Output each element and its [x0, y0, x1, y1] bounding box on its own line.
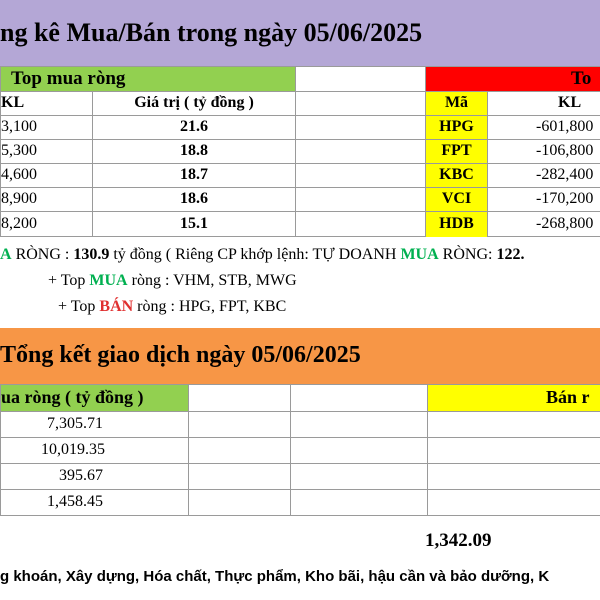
- sell-kl-cell: -601,800: [487, 115, 600, 139]
- summary-sell-header: Bán r: [427, 384, 600, 411]
- sell-kl-cell: -170,200: [487, 187, 600, 211]
- summary-table: [0, 384, 600, 515]
- summary-buy-header: ua ròng ( tỷ đồng ): [0, 384, 188, 411]
- spacer-cell: [427, 437, 600, 463]
- sell-ticker-cell: FPT: [425, 139, 487, 163]
- spacer-cell: [290, 411, 427, 437]
- top-sell-tickers-line: + Top BÁN ròng : HPG, FPT, KBC: [58, 298, 287, 315]
- buy-kl-cell: 3,100: [0, 115, 92, 139]
- buy-value-cell: 15.1: [92, 211, 295, 237]
- header-spacer: [295, 66, 425, 91]
- buy-kl-cell: 5,300: [0, 139, 92, 163]
- buy-kl-cell: 8,900: [0, 187, 92, 211]
- summary-value-cell: 10,019.35: [0, 437, 188, 463]
- top-trades-table: [0, 66, 600, 237]
- spacer-cell: [427, 411, 600, 437]
- buy-kl-cell: 8,200: [0, 211, 92, 237]
- spacer-cell: [295, 211, 425, 237]
- summary-total: 1,342.09: [425, 530, 492, 551]
- spacer-cell: [188, 463, 290, 489]
- spacer-cell: [188, 489, 290, 515]
- buy-value-cell: 18.7: [92, 163, 295, 187]
- summary-title: Tổng kết giao dịch ngày 05/06/2025: [0, 342, 361, 368]
- spacer-cell: [290, 463, 427, 489]
- col-value-buy: Giá trị ( tỷ đồng ): [92, 91, 295, 115]
- sell-ticker-cell: HDB: [425, 211, 487, 237]
- spacer-cell: [295, 139, 425, 163]
- sell-ticker-cell: KBC: [425, 163, 487, 187]
- buy-kl-cell: 4,600: [0, 163, 92, 187]
- summary-spacer: [188, 384, 290, 411]
- spacer-cell: [427, 463, 600, 489]
- spacer-cell: [290, 437, 427, 463]
- spacer-cell: [290, 489, 427, 515]
- daily-stats-title: ng kê Mua/Bán trong ngày 05/06/2025: [0, 18, 423, 47]
- summary-value-cell: 1,458.45: [0, 489, 188, 515]
- buy-value-cell: 18.8: [92, 139, 295, 163]
- sell-ticker-cell: VCI: [425, 187, 487, 211]
- summary-value-cell: 395.67: [0, 463, 188, 489]
- col-kl-sell: KL: [487, 91, 600, 115]
- sell-kl-cell: -106,800: [487, 139, 600, 163]
- sell-kl-cell: -268,800: [487, 211, 600, 237]
- spacer-cell: [188, 437, 290, 463]
- top-sell-header: To: [425, 66, 600, 91]
- sell-kl-cell: -282,400: [487, 163, 600, 187]
- sell-ticker-cell: HPG: [425, 115, 487, 139]
- summary-value-cell: 7,305.71: [0, 411, 188, 437]
- sector-list: g khoán, Xây dựng, Hóa chất, Thực phẩm, Kho bãi, hậu cần và bảo dưỡng, K: [0, 568, 550, 585]
- net-trade-summary-line: A RÒNG : 130.9 tỷ đồng ( Riêng CP khớp lệnh: TỰ DOANH MUA RÒNG: 122.: [0, 246, 525, 263]
- top-buy-header: Top mua ròng: [0, 66, 295, 91]
- summary-spacer: [290, 384, 427, 411]
- col-spacer: [295, 91, 425, 115]
- buy-value-cell: 21.6: [92, 115, 295, 139]
- col-kl-buy: KL: [0, 91, 92, 115]
- spacer-cell: [188, 411, 290, 437]
- top-buy-tickers-line: + Top MUA ròng : VHM, STB, MWG: [48, 272, 297, 289]
- col-ticker-sell: Mã: [425, 91, 487, 115]
- daily-stats-title-bar: [0, 0, 600, 66]
- spacer-cell: [295, 163, 425, 187]
- spacer-cell: [427, 489, 600, 515]
- buy-value-cell: 18.6: [92, 187, 295, 211]
- spacer-cell: [295, 187, 425, 211]
- spacer-cell: [295, 115, 425, 139]
- summary-title-bar: [0, 328, 600, 384]
- summary-divider: [0, 515, 600, 516]
